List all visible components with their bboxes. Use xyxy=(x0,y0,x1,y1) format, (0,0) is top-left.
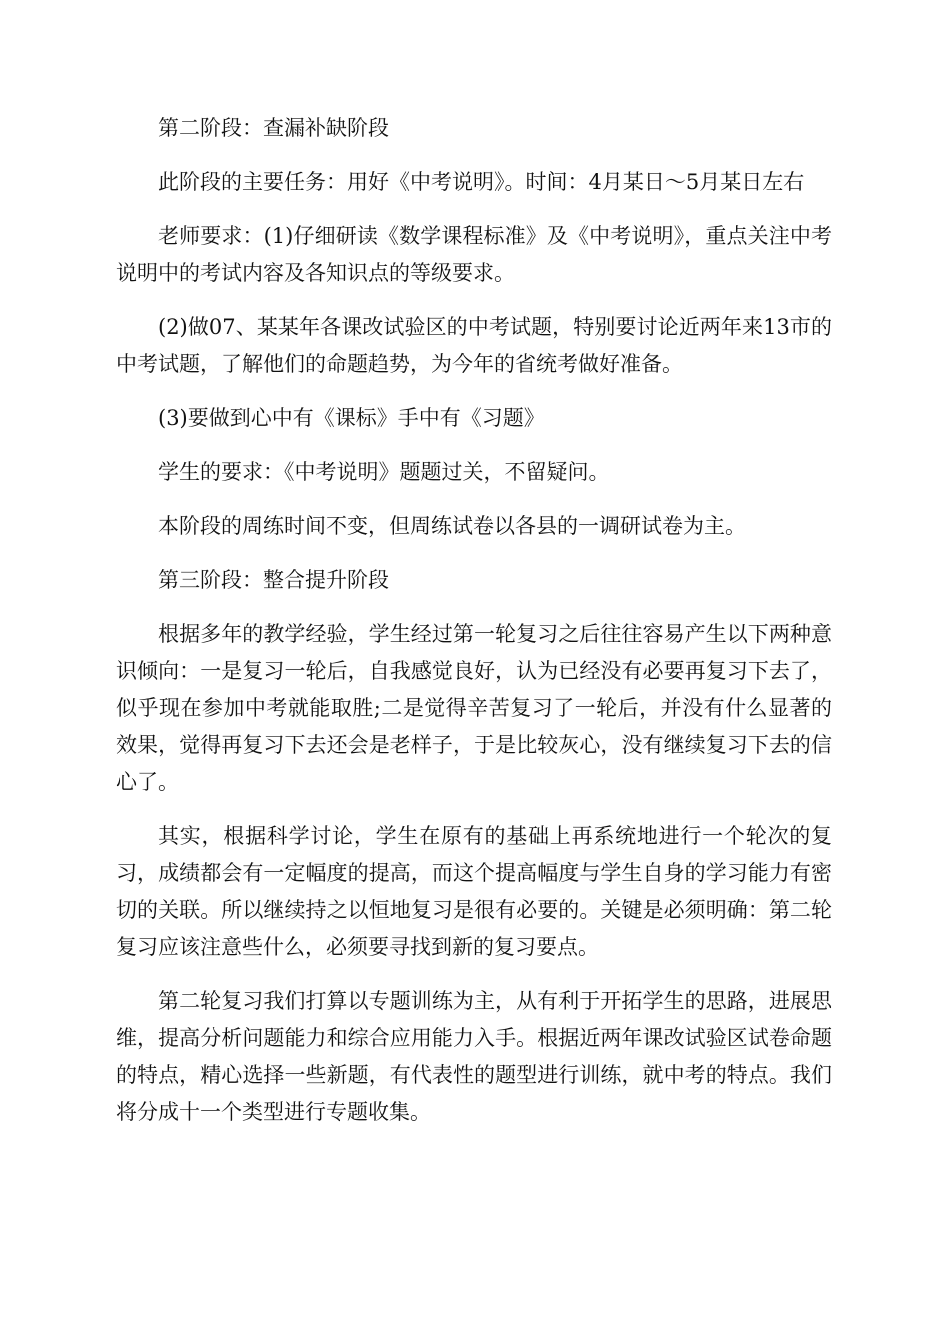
section-heading-stage-three: 第三阶段：整合提升阶段 xyxy=(158,568,389,592)
paragraph-experience: 根据多年的教学经验，学生经过第一轮复习之后往往容易产生以下两种意识倾向：一是复习一轮后，自我感觉良好，认为已经没有必要再复习下去了，似乎现在参加中考就能取胜;二是觉得辛苦复习了一轮后，并没有什么显著的效果，觉得再复习下去还会是老样子，于是比较灰心，没有继续复习下去的信心了。 xyxy=(116,622,832,794)
section-heading-stage-two: 第二阶段：查漏补缺阶段 xyxy=(158,116,389,140)
paragraph-second-round-plan: 第二轮复习我们打算以专题训练为主，从有利于开拓学生的思路，进展思维，提高分析问题能力和综合应用能力入手。根据近两年课改试验区试卷命题的特点，精心选择一些新题，有代表性的题型进行训练，就中考的特点。我们将分成十一个类型进行专题收集。 xyxy=(116,989,832,1124)
paragraph-teacher-requirement-1: 老师要求：(1)仔细研读《数学课程标准》及《中考说明》，重点关注中考说明中的考试内容及各知识点的等级要求。 xyxy=(116,224,832,285)
paragraph-student-requirement: 学生的要求：《中考说明》题题过关，不留疑问。 xyxy=(158,460,610,484)
paragraph-teacher-requirement-2: (2)做07、某某年各课改试验区的中考试题，特别要讨论近两年来13市的中考试题，了解他们的命题趋势，为今年的省统考做好准备。 xyxy=(116,315,832,376)
paragraph-research: 其实，根据科学讨论，学生在原有的基础上再系统地进行一个轮次的复习，成绩都会有一定幅度的提高，而这个提高幅度与学生自身的学习能力有密切的关联。所以继续持之以恒地复习是很有必要的。关键是必须明确：第二轮复习应该注意些什么，必须要寻找到新的复习要点。 xyxy=(116,824,832,959)
paragraph-main-task: 此阶段的主要任务：用好《中考说明》。时间：4月某日～5月某日左右 xyxy=(158,170,805,194)
paragraph-weekly-practice: 本阶段的周练时间不变，但周练试卷以各县的一调研试卷为主。 xyxy=(158,514,746,538)
document-body xyxy=(116,110,832,1148)
paragraph-teacher-requirement-3: (3)要做到心中有《课标》手中有《习题》 xyxy=(158,406,545,430)
